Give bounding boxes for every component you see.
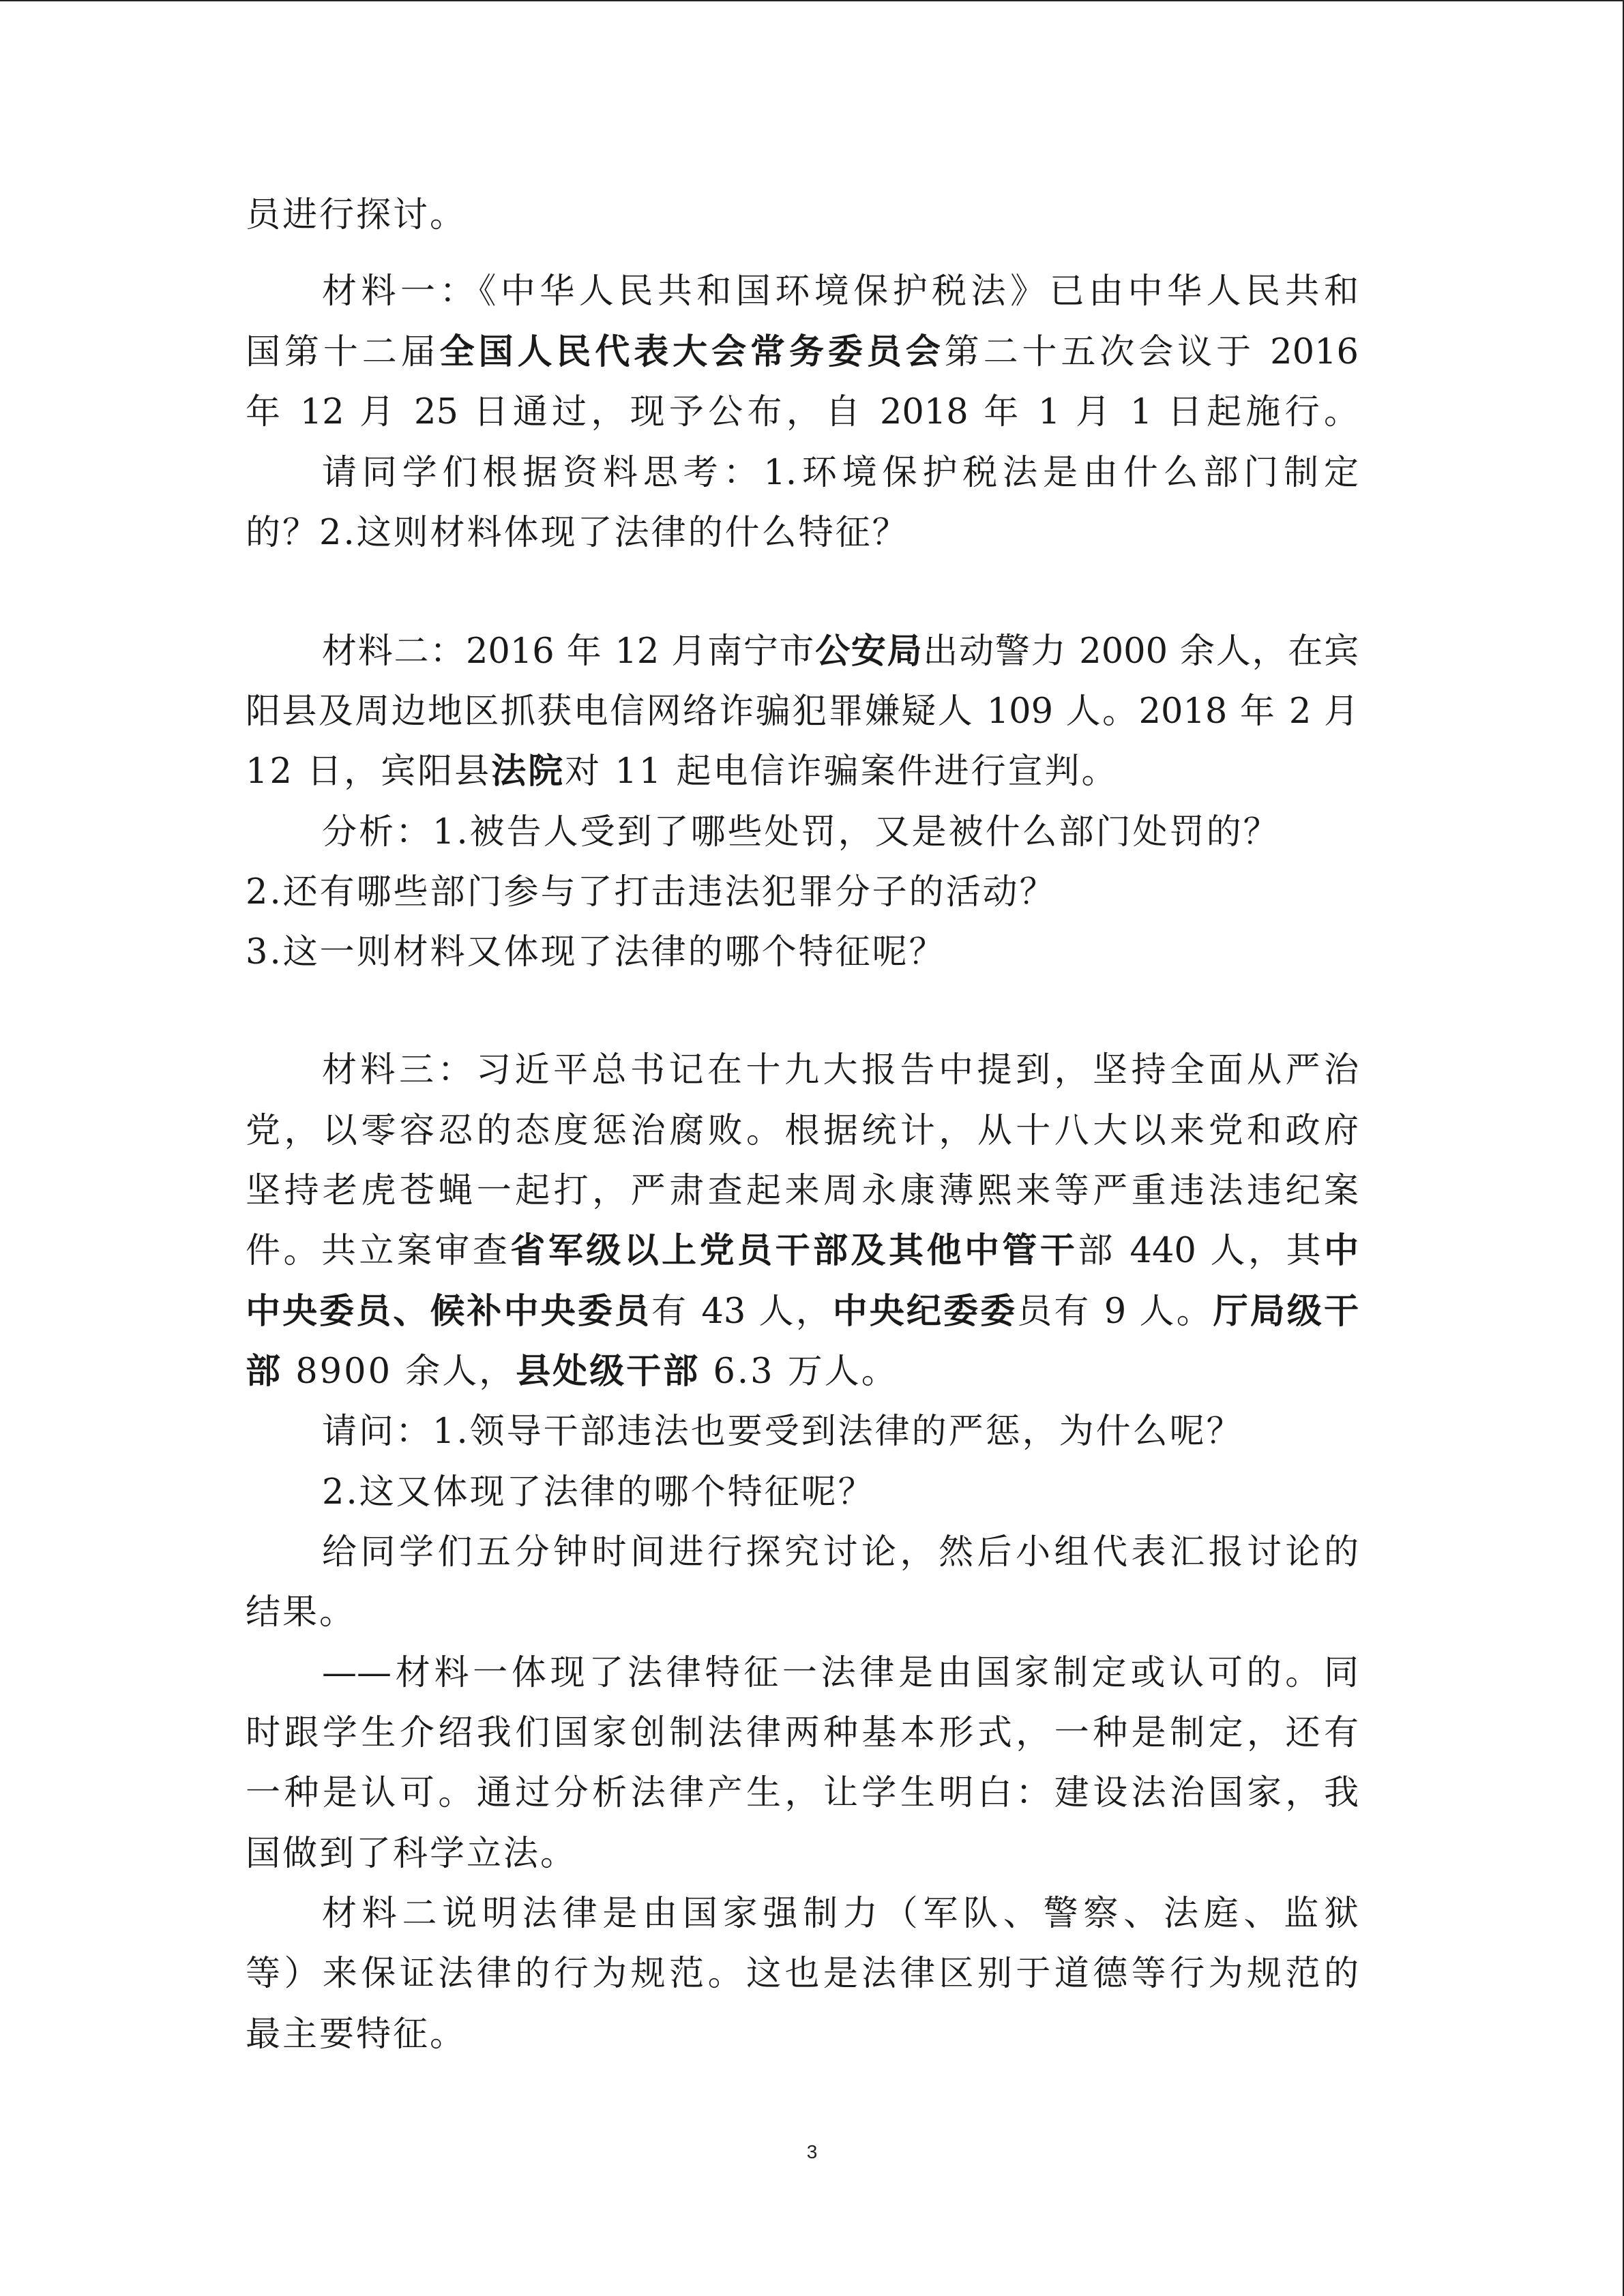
text-line: 2.这又体现了法律的哪个特征呢？ — [322, 1472, 875, 1512]
text-line: ——材料一体现了法律特征一法律是由国家制定或认可的。同 — [322, 1653, 1359, 1693]
text-line: 时跟学生介绍我们国家创制法律两种基本形式，一种是制定，还有 — [246, 1713, 1359, 1753]
text-line: 阳县及周边地区抓获电信网络诈骗犯罪嫌疑人 109 人。2018 年 2 月 — [246, 691, 1359, 732]
text-line: 请问：1.领导干部违法也要受到法律的严惩，为什么呢？ — [322, 1412, 1243, 1452]
text-line: 请同学们根据资料思考：1.环境保护税法是由什么部门制定 — [322, 453, 1359, 493]
text-line: 国第十二届全国人民代表大会常务委员会第二十五次会议于 2016 — [246, 331, 1359, 372]
text-line: 分析：1.被告人受到了哪些处罚，又是被什么部门处罚的？ — [322, 812, 1280, 852]
text-line: 坚持老虎苍蝇一起打，严肃查起来周永康薄熙来等严重违法违纪案 — [246, 1171, 1359, 1211]
text-line: 等）来保证法律的行为规范。这也是法律区别于道德等行为规范的 — [246, 1954, 1359, 1994]
text-line: 年 12 月 25 日通过，现予公布，自 2018 年 1 月 1 日起施行。 — [246, 392, 1359, 432]
text-line: 国做到了科学立法。 — [246, 1834, 578, 1874]
text-line: 中央委员、候补中央委员有 43 人，中央纪委委员有 9 人。厅局级干 — [246, 1291, 1359, 1332]
text-line: 最主要特征。 — [246, 2014, 467, 2055]
text-line: 员进行探讨。 — [246, 195, 467, 235]
text-line: 件。共立案审查省军级以上党员干部及其他中管干部 440 人，其中 — [246, 1230, 1359, 1271]
text-line: 材料三：习近平总书记在十九大报告中提到，坚持全面从严治 — [322, 1050, 1359, 1090]
text-line: 给同学们五分钟时间进行探究讨论，然后小组代表汇报讨论的 — [322, 1532, 1359, 1572]
text-line: 党，以零容忍的态度惩治腐败。根据统计，从十八大以来党和政府 — [246, 1111, 1359, 1151]
text-line: 3.这一则材料又体现了法律的哪个特征呢？ — [246, 932, 946, 972]
text-line: 12 日，宾阳县法院对 11 起电信诈骗案件进行宣判。 — [246, 751, 1119, 792]
text-line: 一种是认可。通过分析法律产生，让学生明白：建设法治国家，我 — [246, 1773, 1359, 1813]
text-line: 部 8900 余人，县处级干部 6.3 万人。 — [246, 1351, 898, 1392]
text-line: 结果。 — [246, 1592, 357, 1632]
text-line: 材料二：2016 年 12 月南宁市公安局出动警力 2000 余人，在宾 — [322, 631, 1359, 672]
text-line: 材料一：《中华人民共和国环境保护税法》已由中华人民共和 — [322, 271, 1359, 312]
text-line: 的？2.这则材料体现了法律的什么特征？ — [246, 513, 909, 553]
text-line: 材料二说明法律是由国家强制力（军队、警察、法庭、监狱 — [322, 1894, 1359, 1934]
text-line: 2.还有哪些部门参与了打击违法犯罪分子的活动？ — [246, 872, 1057, 912]
page-number: 3 — [806, 2141, 818, 2162]
